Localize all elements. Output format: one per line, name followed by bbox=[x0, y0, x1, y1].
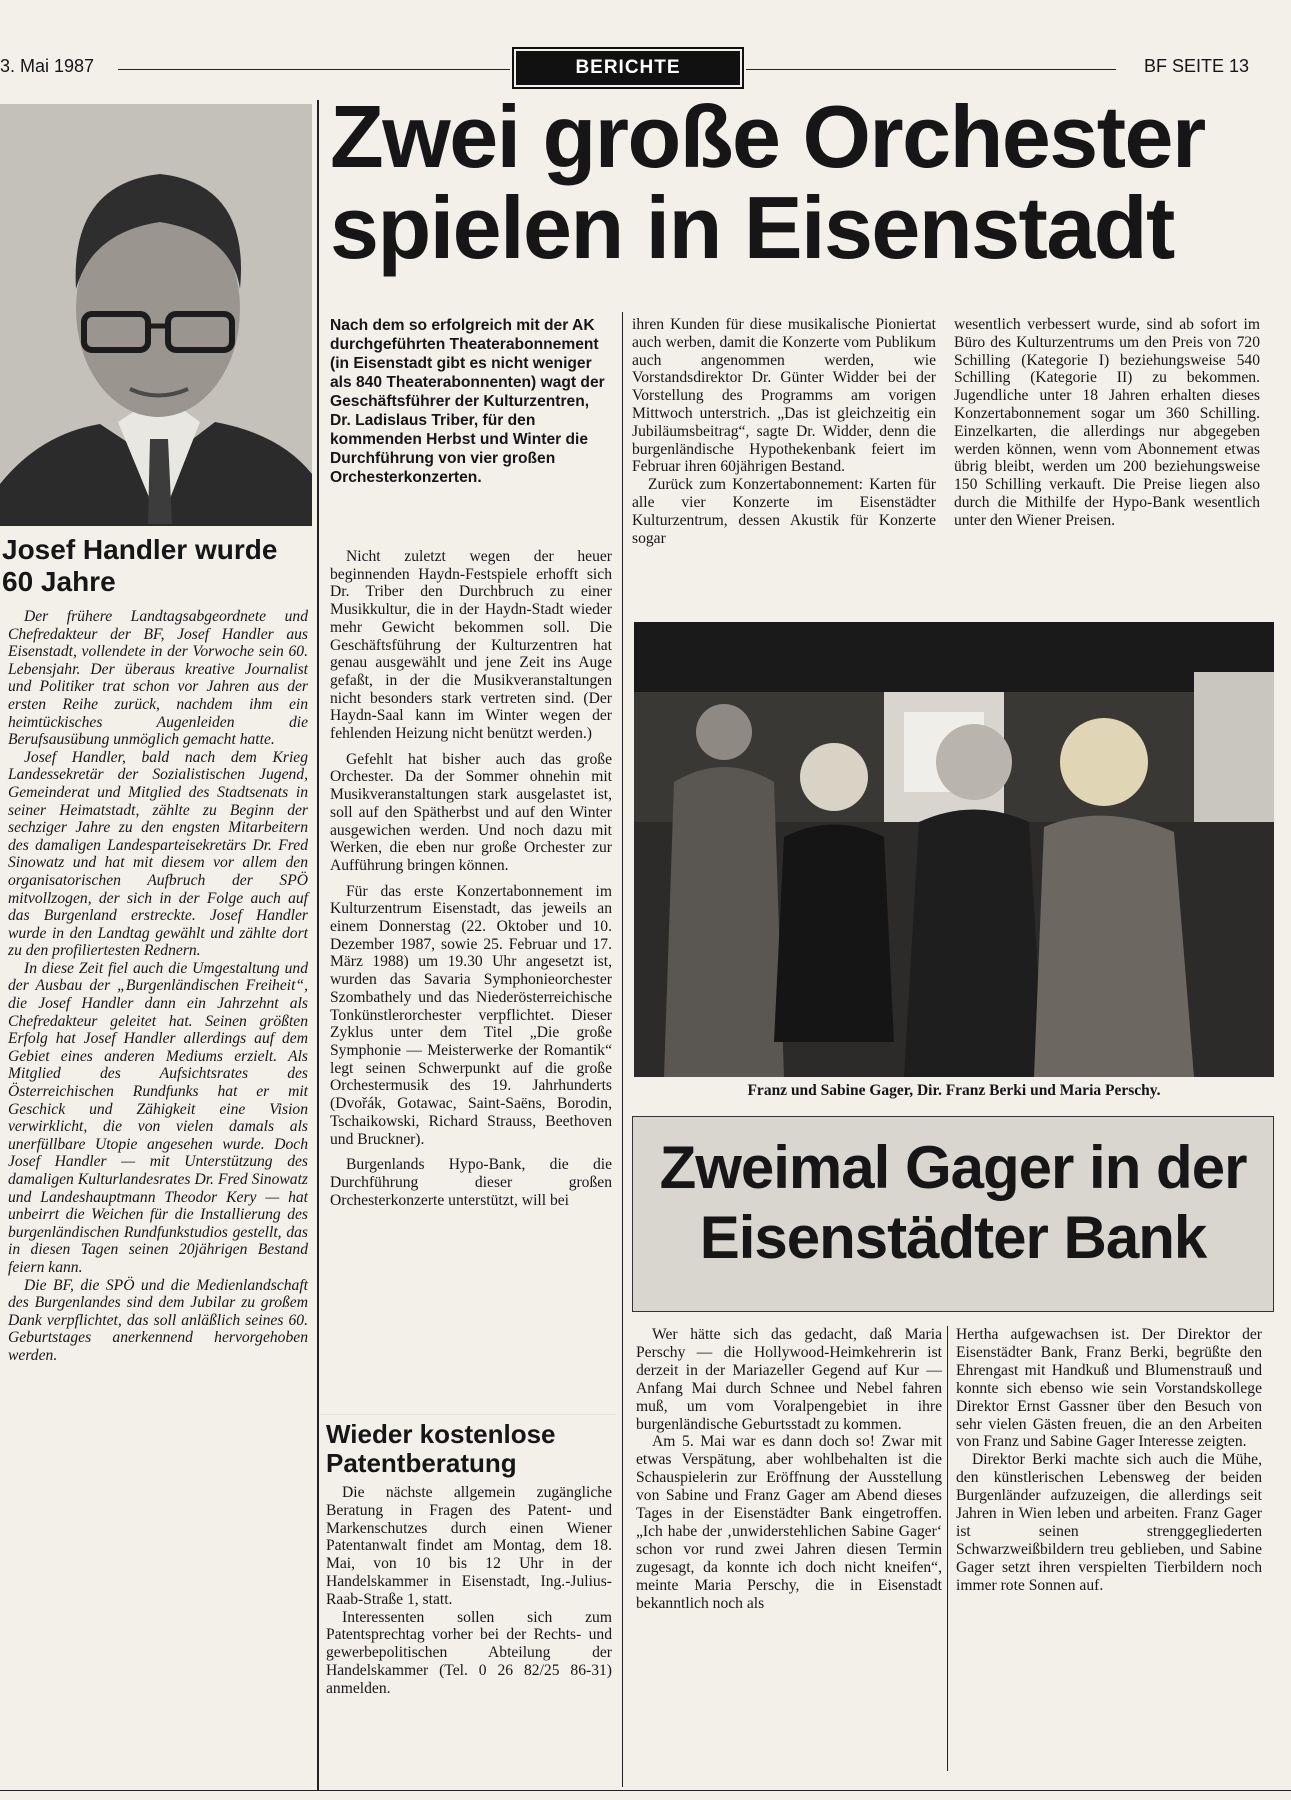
sidebar-headline: Josef Handler wurde 60 Jahre bbox=[2, 534, 278, 598]
page-number: BF SEITE 13 bbox=[1143, 56, 1249, 76]
sidebar-paragraph: Der frühere Landtagsabgeordnete und Chefredakteur der BF, Josef Handler aus Eisenstadt, vollendete in der Vorwoche sein 60. Lebensjahr. Der überaus kreative Journalist und Politiker trat schon vor Jahren aus der ersten Reihe zurück, nachdem ihm ein heimtückisches Augenleiden die Berufsausübung unmöglich gemacht hatte. bbox=[8, 608, 308, 749]
main-paragraph: ihren Kunden für diese musikalische Pioniertat auch werben, damit die Konzerte vom Publikum auch angenommen werden, wie Vorstandsdirektor Dr. Günter Widder bei der Vorstellung des Programms am vorigen Mittwoch unterstrich. „Das ist gleichzeitig ein Jubiläumsbeitrag“, sagte Dr. Widder, denn die burgenländische Hypothekenbank feiert im Februar ihren 60jährigen Bestand. bbox=[632, 316, 936, 476]
gager-paragraph: Hertha aufgewachsen ist. Der Direktor der Eisenstädter Bank, Franz Berki, begrüßte den Ehrengast mit Handkuß und Blumenstrauß und konnte sich ebenso wie sein Vorstandskollege Direktor Ernst Gassner über den Besuch von sehr vielen Gästen freuen, die an den Arbeiten von Franz und Sabine Gager Interesse zeigten. bbox=[956, 1326, 1262, 1451]
main-article-column-2 bbox=[632, 316, 936, 547]
sidebar-article-body bbox=[8, 608, 308, 1365]
portrait-photo bbox=[0, 104, 312, 526]
main-paragraph: Für das erste Konzertabonnement im Kulturzentrum Eisenstadt, das jeweils an einem Donnerstag (22. Oktober und 10. Dezember 1987, sowie 25. Februar und 17. März 1988) um 19.30 Uhr angesetzt ist, wurden das Savaria Symphonieorchester Szombathely und das Niederösterreichische Tonkünstlerorchester verpflichtet. Dieser Zyklus unter dem Titel „Die große Symphonie — Meisterwerke der Romantik“ legt seinen Schwerpunkt auf die große Orchestermusik des 19. Jahrhunderts (Dvořák, Gotawac, Saint-Saëns, Borodin, Tschaikowski, Richard Strauss, Beethoven und Bruckner). bbox=[330, 882, 612, 1148]
sidebar-paragraph: Josef Handler, bald nach dem Krieg Landessekretär der Sozialistischen Jugend, Gemeinderat und Mitglied des Stadtsenats in seiner Heimatstadt, zählte zu Beginn der sechziger Jahre zu den engsten Mitarbeitern des damaligen Landesparteisekretärs Dr. Fred Sinowatz und hat mit diesem vor allem den organisatorischen Aufbruch der SPÖ mitvollzogen, der sich in der Folge auch auf das Burgenland erstreckte. Josef Handler wurde in den Landtag gewählt und zählte dort zu den profiliertesten Rednern. bbox=[8, 748, 308, 960]
main-article-column-3 bbox=[954, 316, 1260, 530]
gager-paragraph: Am 5. Mai war es dann doch so! Zwar mit etwas Verspätung, aber wohlbehalten ist die Schauspielerin zur Eröffnung der Ausstellung von Sabine und Franz Gager am Abend dieses Tages in der Eisenstädter Bank eingetroffen. „Ich habe der ‚unwiderstehlichen Sabine Gager‘ schon vor rund zwei Jahren diesen Termin zugesagt, da konnte ich doch nicht kneifen“, meinte Maria Perschy, die in Eisenstadt bekanntlich noch als bbox=[636, 1433, 942, 1612]
gager-column-2 bbox=[956, 1326, 1262, 1595]
main-headline-line-1: Zwei große Orchester bbox=[330, 87, 1205, 186]
patent-box-top-rule bbox=[320, 1414, 616, 1415]
main-article-column-1 bbox=[330, 548, 612, 1209]
gager-headline-box bbox=[632, 1116, 1274, 1312]
main-paragraph: Nicht zuletzt wegen der heuer beginnenden Haydn-Festspiele erhofft sich Dr. Triber den Durchbruch zu einer Musikkultur, die in der Haydn-Stadt wieder mehr Gewicht bekommen soll. Die Geschäftsführung der Kulturzentren hat genau ausgewählt und jene Zeit ins Auge gefaßt, in der die Musikveranstaltungen nicht besonders stark vertreten sind. (Der Haydn-Saal kann im Winter wegen der fehlenden Heizung nicht benützt werden.) bbox=[330, 548, 612, 743]
main-paragraph: wesentlich verbessert wurde, sind ab sofort im Büro des Kulturzentrums um den Preis von 720 Schilling (Kategorie I) beziehungsweise 540 Schilling (Kategorie II) zu bekommen. Jugendliche unter 18 Jahren erhalten dieses Konzertabonnement sogar um 360 Schilling. Einzelkarten, die allerdings nur abgegeben werden können, wenn vom Abonnement etwas übrig bleibt, werden um 200 beziehungsweise 150 Schilling verkauft. Die Preise liegen also durch die Mithilfe der Hypo-Bank wesentlich unter den Wiener Preisen. bbox=[954, 316, 1260, 529]
photo-caption: Franz und Sabine Gager, Dir. Franz Berki und Maria Perschy. bbox=[747, 1082, 1161, 1099]
main-paragraph: Burgenlands Hypo-Bank, die die Durchführung dieser großen Orchesterkonzerte unterstützt, will bei bbox=[330, 1156, 612, 1209]
column-divider bbox=[622, 312, 623, 1787]
main-headline-line-2: spielen in Eisenstadt bbox=[330, 177, 1174, 277]
bottom-rule bbox=[0, 1790, 1291, 1791]
column-divider bbox=[947, 1326, 948, 1771]
main-paragraph: Zurück zum Konzertabonnement: Karten für alle vier Konzerte im Eisenstädter Kulturzentrum, dessen Akustik für Konzerte sogar bbox=[632, 476, 936, 547]
event-photo bbox=[634, 622, 1274, 1077]
gager-headline-line-1: Zweimal Gager in der bbox=[659, 1134, 1247, 1201]
gager-column-1 bbox=[636, 1326, 942, 1613]
sidebar-paragraph: Die BF, die SPÖ und die Medienlandschaft des Burgenlandes sind dem Jubilar zu großem Dank verpflichtet, das soll anläßlich seines 60. Geburtstages anerkennend hervorgehoben werden. bbox=[8, 1276, 308, 1364]
patent-headline: Wieder kostenlose Patentberatung bbox=[326, 1419, 556, 1478]
gager-headline bbox=[633, 1134, 1273, 1271]
gager-headline-line-2: Eisenstädter Bank bbox=[699, 1203, 1207, 1271]
main-headline bbox=[330, 87, 1270, 277]
patent-paragraph: Die nächste allgemein zugängliche Beratung in Fragen des Patent- und Markenschutzes durch einen Wiener Patentanwalt findet am Montag, dem 18. Mai, von 10 bis 12 Uhr in der Handelskammer in Eisenstadt, Ing.-Julius-Raab-Straße 1, statt. bbox=[326, 1484, 612, 1608]
main-paragraph: Gefehlt hat bisher auch das große Orchester. Da der Sommer ohnehin mit Musikveranstaltungen stark ausgelastet ist, soll auf den Spätherbst und auf den Winter ausgewichen werden. Und noch dazu mit Werken, die eben nur große Orchester zur Aufführung bringen können. bbox=[330, 750, 612, 874]
header-rule-right bbox=[746, 69, 1116, 70]
main-article-lead: Nach dem so erfolgreich mit der AK durchgeführten Theaterabonnement (in Eisenstadt gibt es nicht weniger als 840 Theaterabonnenten) wagt der Geschäftsführer der Kulturzentren, Dr. Ladislaus Triber, für den kommenden Herbst und Winter die Durchführung von vier großen Orchesterkonzerten. bbox=[330, 317, 605, 486]
issue-date: 3. Mai 1987 bbox=[0, 56, 95, 76]
patent-paragraph: Interessenten sollen sich zum Patentsprechtag vorher bei der Rechts- und gewerbepolitischen Abteilung der Handelskammer (Tel. 0 26 82/25 86-31) anmelden. bbox=[326, 1608, 612, 1697]
sidebar-paragraph: In diese Zeit fiel auch die Umgestaltung und der Ausbau der „Burgenländischen Freiheit“, die Josef Handler dann ein Jahrzehnt als Chefredakteur geleitet hat. Seinen größten Erfolg hat Josef Handler allerdings auf dem Gebiet eines anderen Mediums erzielt. Als Mitglied des Aufsichtsrates des Österreichischen Rundfunks hat er mit Geschick und Zähigkeit eine Vision verwirklicht, die von vielen damals als unerfüllbare Utopie angesehen wurde. Doch Josef Handler — mit Unterstützung des damaligen Kulturlandesrates Dr. Fred Sinowatz und Landeshauptmann Theodor Kery — hat unbeirrt die Weichen für die Installierung des burgenländischen Rundfunkstudios gestellt, das in diesen Tagen seinen 20jährigen Bestand feiern kann. bbox=[8, 959, 308, 1276]
gager-paragraph: Wer hätte sich das gedacht, daß Maria Perschy — die Hollywood-Heimkehrerin ist derzeit in der Mariazeller Gegend auf Kur — Anfang Mai durch Schnee und Nebel fahren muß, um vom Voralpengebiet in ihre burgenländische Geburtsstadt zu kommen. bbox=[636, 1326, 942, 1433]
section-label: BERICHTE bbox=[516, 51, 740, 85]
column-divider bbox=[317, 100, 319, 1790]
patent-body bbox=[326, 1484, 612, 1698]
header-rule-left bbox=[118, 69, 510, 70]
gager-paragraph: Direktor Berki machte sich auch die Mühe, den künstlerischen Lebensweg der beiden Burgenländer aufzuzeigen, die allerdings seit Jahren in Wien leben und arbeiten. Franz Gager ist seinen strenggegliederten Schwarzweißbildern treu geblieben, und Sabine Gager setzt ihren verspielten Tierbildern noch immer rote Sonnen auf. bbox=[956, 1451, 1262, 1594]
